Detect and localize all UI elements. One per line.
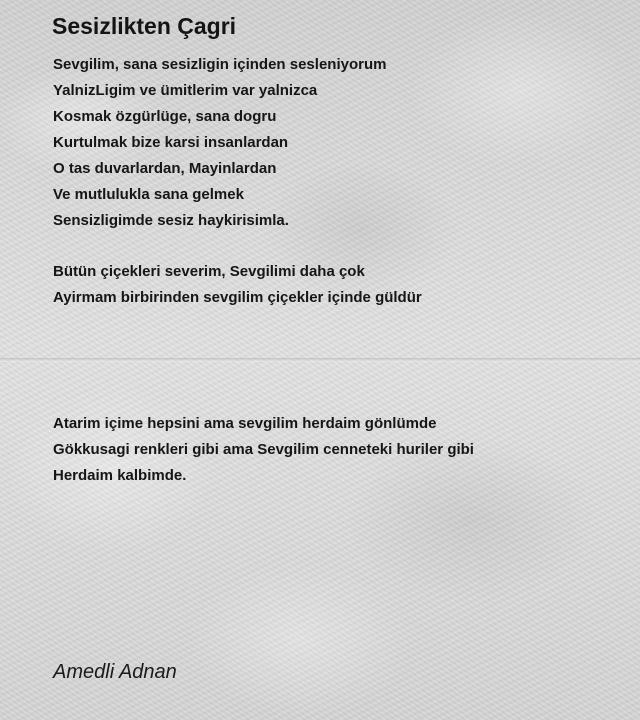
poem-author: Amedli Adnan [53,661,177,683]
background-band-divider [0,358,640,362]
poem-line: Atarim içime hepsini ama sevgilim herdaim gönlümde [53,415,437,432]
stanza-1 [53,52,386,234]
stanza-3 [53,411,474,489]
poem-line: YalnizLigim ve ümitlerim var yalnizca [53,82,318,99]
poem-line: Sensizligimde sesiz haykirisimla. [53,212,289,229]
poem-title: Sesizlikten Çagri [52,13,237,39]
poem-line: Bütün çiçekleri severim, Sevgilimi daha çok [53,263,365,280]
poem-line: Sevgilim, sana sesizligin içinden sesleniyorum [53,56,387,73]
poem-line: Kurtulmak bize karsi insanlardan [53,134,289,151]
poem-line: Ve mutlulukla sana gelmek [53,186,244,203]
poem-line: Ayirmam birbirinden sevgilim çiçekler içinde güldür [53,289,422,306]
stanza-2 [53,259,422,311]
poem-line: Gökkusagi renkleri gibi ama Sevgilim cenneteki huriler gibi [53,441,474,458]
poem-line: Kosmak özgürlüge, sana dogru [53,108,277,125]
poem-line: O tas duvarlardan, Mayinlardan [53,160,277,177]
poem-line: Herdaim kalbimde. [53,467,187,484]
